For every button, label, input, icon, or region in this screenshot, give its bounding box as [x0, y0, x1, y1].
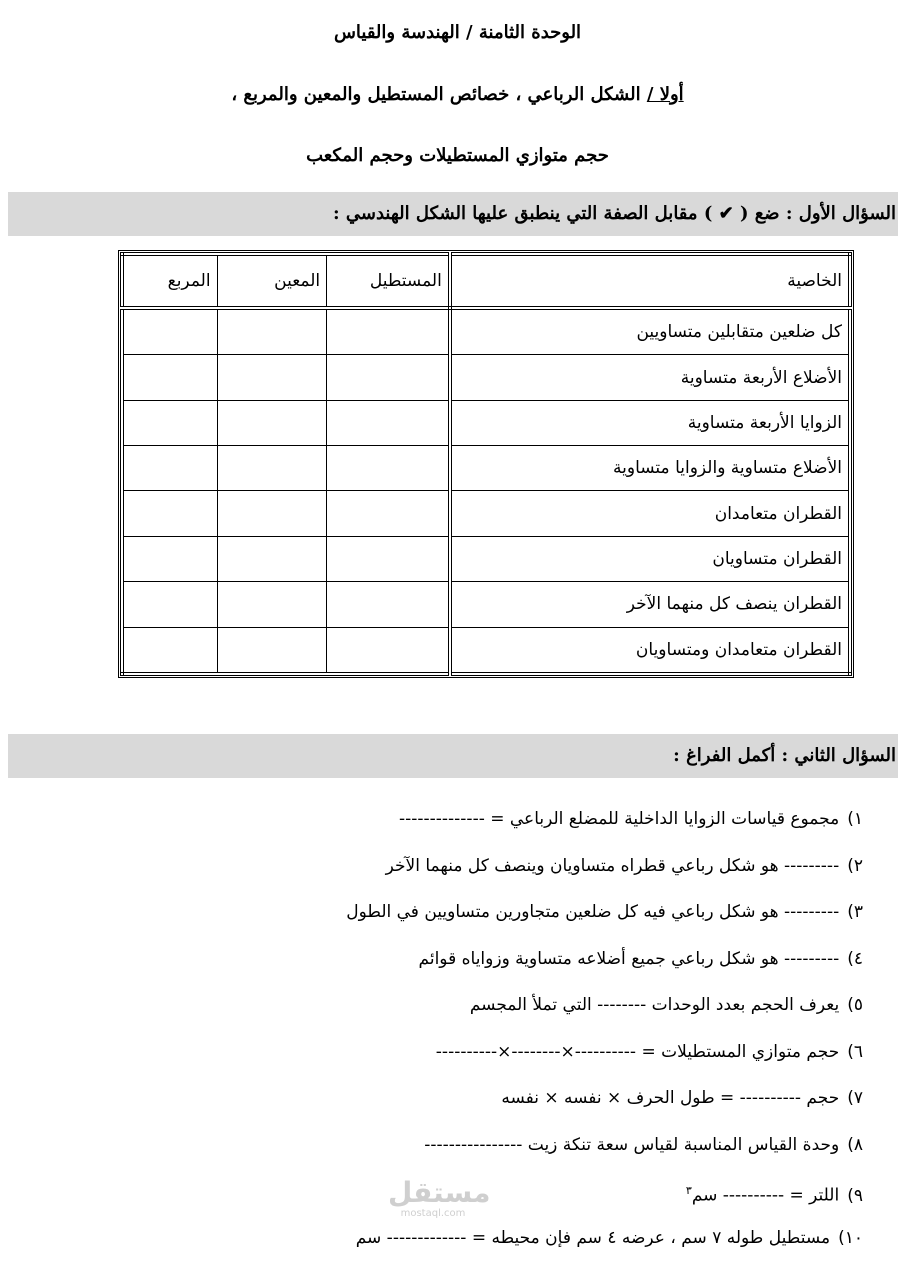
table-header-row	[122, 254, 850, 308]
list-item	[23, 796, 863, 843]
list-item	[23, 936, 863, 983]
list-item	[23, 1122, 863, 1169]
answer-cell[interactable]	[327, 400, 450, 445]
watermark-logo: مستقل	[388, 1176, 491, 1209]
item-text: وحدة القياس المناسبة لقياس سعة تنكة زيت ----------------	[424, 1134, 840, 1155]
section-title-text: الشكل الرباعي ، خصائص المستطيل والمعين والمربع ،	[231, 84, 647, 105]
answer-cell[interactable]	[122, 536, 217, 581]
answer-cell[interactable]	[217, 491, 327, 536]
property-cell: القطران متساويان	[450, 536, 850, 581]
item-number: ٦)	[847, 1041, 863, 1062]
item-text: حجم ---------- = طول الحرف × نفسه × نفسه	[501, 1088, 840, 1108]
answer-cell[interactable]	[122, 582, 217, 627]
item-text: حجم متوازي المستطيلات = ----------×--------×----------	[435, 1041, 840, 1062]
table-row	[122, 627, 850, 674]
section-title	[0, 84, 915, 105]
answer-cell[interactable]	[327, 308, 450, 355]
cube-superscript: ٣	[685, 1184, 692, 1197]
col-property: الخاصية	[450, 254, 850, 308]
table-row	[122, 491, 850, 536]
answer-cell[interactable]	[327, 446, 450, 491]
watermark-site: mostaql.com	[400, 1208, 466, 1219]
answer-cell[interactable]	[122, 627, 217, 674]
item-text: مجموع قياسات الزوايا الداخلية للمضلع الرباعي = --------------	[398, 809, 840, 829]
watermark	[388, 1176, 491, 1220]
answer-cell[interactable]	[217, 308, 327, 355]
item-text: --------- هو شكل رباعي فيه كل ضلعين متجاورين متساويين في الطول	[346, 902, 840, 922]
item-number: ١٠)	[838, 1227, 863, 1248]
answer-cell[interactable]	[217, 446, 327, 491]
answer-cell[interactable]	[327, 627, 450, 674]
item-text: يعرف الحجم بعدد الوحدات -------- التي تملأ المجسم	[469, 995, 840, 1015]
answer-cell[interactable]	[217, 627, 327, 674]
unit-title: الوحدة الثامنة / الهندسة والقياس	[333, 22, 582, 43]
answer-cell[interactable]	[122, 400, 217, 445]
answer-cell[interactable]	[217, 536, 327, 581]
list-item	[23, 1075, 863, 1122]
property-cell: القطران ينصف كل منهما الآخر	[450, 582, 850, 627]
item-number: ٣)	[847, 902, 863, 922]
item-number: ٤)	[847, 948, 863, 969]
answer-cell[interactable]	[327, 491, 450, 536]
section-subtitle: حجم متوازي المستطيلات وحجم المكعب	[306, 145, 609, 166]
table-row	[122, 446, 850, 491]
property-cell: الزوايا الأربعة متساوية	[450, 400, 850, 445]
question1-heading: السؤال الأول : ضع ( ✔ ) مقابل الصفة التي ينطبق عليها الشكل الهندسي :	[332, 203, 896, 224]
item-number: ٧)	[847, 1088, 863, 1108]
answer-cell[interactable]	[122, 446, 217, 491]
item-number: ٥)	[847, 995, 863, 1015]
answer-cell[interactable]	[122, 308, 217, 355]
question1-heading-bar	[8, 192, 898, 236]
item-text: مستطيل طوله ٧ سم ، عرضه ٤ سم فإن محيطه = ------------- سم	[355, 1227, 831, 1248]
list-item	[23, 843, 863, 890]
table-row	[122, 308, 850, 355]
col-rhombus: المعين	[217, 254, 327, 308]
item-number: ٩)	[847, 1185, 863, 1206]
answer-cell[interactable]	[217, 355, 327, 400]
table-row	[122, 582, 850, 627]
answer-cell[interactable]	[327, 582, 450, 627]
property-cell: الأضلاع متساوية والزوايا متساوية	[450, 446, 850, 491]
col-square: المربع	[122, 254, 217, 308]
answer-cell[interactable]	[217, 400, 327, 445]
answer-cell[interactable]	[122, 491, 217, 536]
col-rectangle: المستطيل	[327, 254, 450, 308]
property-cell: الأضلاع الأربعة متساوية	[450, 355, 850, 400]
section-prefix: أولا /	[646, 84, 684, 105]
answer-cell[interactable]	[217, 582, 327, 627]
answer-cell[interactable]	[327, 355, 450, 400]
question2-heading: السؤال الثاني : أكمل الفراغ :	[673, 745, 896, 766]
item-text: --------- هو شكل رباعي قطراه متساويان وينصف كل منهما الآخر	[385, 855, 840, 876]
list-item	[23, 982, 863, 1029]
property-cell: القطران متعامدان	[450, 491, 850, 536]
answer-cell[interactable]	[122, 355, 217, 400]
table-row	[122, 536, 850, 581]
list-item	[23, 889, 863, 936]
property-cell: كل ضلعين متقابلين متساويين	[450, 308, 850, 355]
question2-heading-bar	[8, 734, 898, 778]
table-row	[122, 355, 850, 400]
answer-cell[interactable]	[327, 536, 450, 581]
item-number: ١)	[847, 809, 863, 829]
list-item	[23, 1029, 863, 1076]
list-item	[23, 1215, 863, 1262]
item-text: اللتر = ---------- سم	[691, 1185, 840, 1206]
table-row	[122, 400, 850, 445]
item-text: --------- هو شكل رباعي جميع أضلاعه متساوية وزواياه قوائم	[418, 948, 840, 969]
properties-table	[120, 252, 852, 676]
item-number: ٨)	[847, 1134, 863, 1155]
property-cell: القطران متعامدان ومتساويان	[450, 627, 850, 674]
item-number: ٢)	[847, 855, 863, 876]
